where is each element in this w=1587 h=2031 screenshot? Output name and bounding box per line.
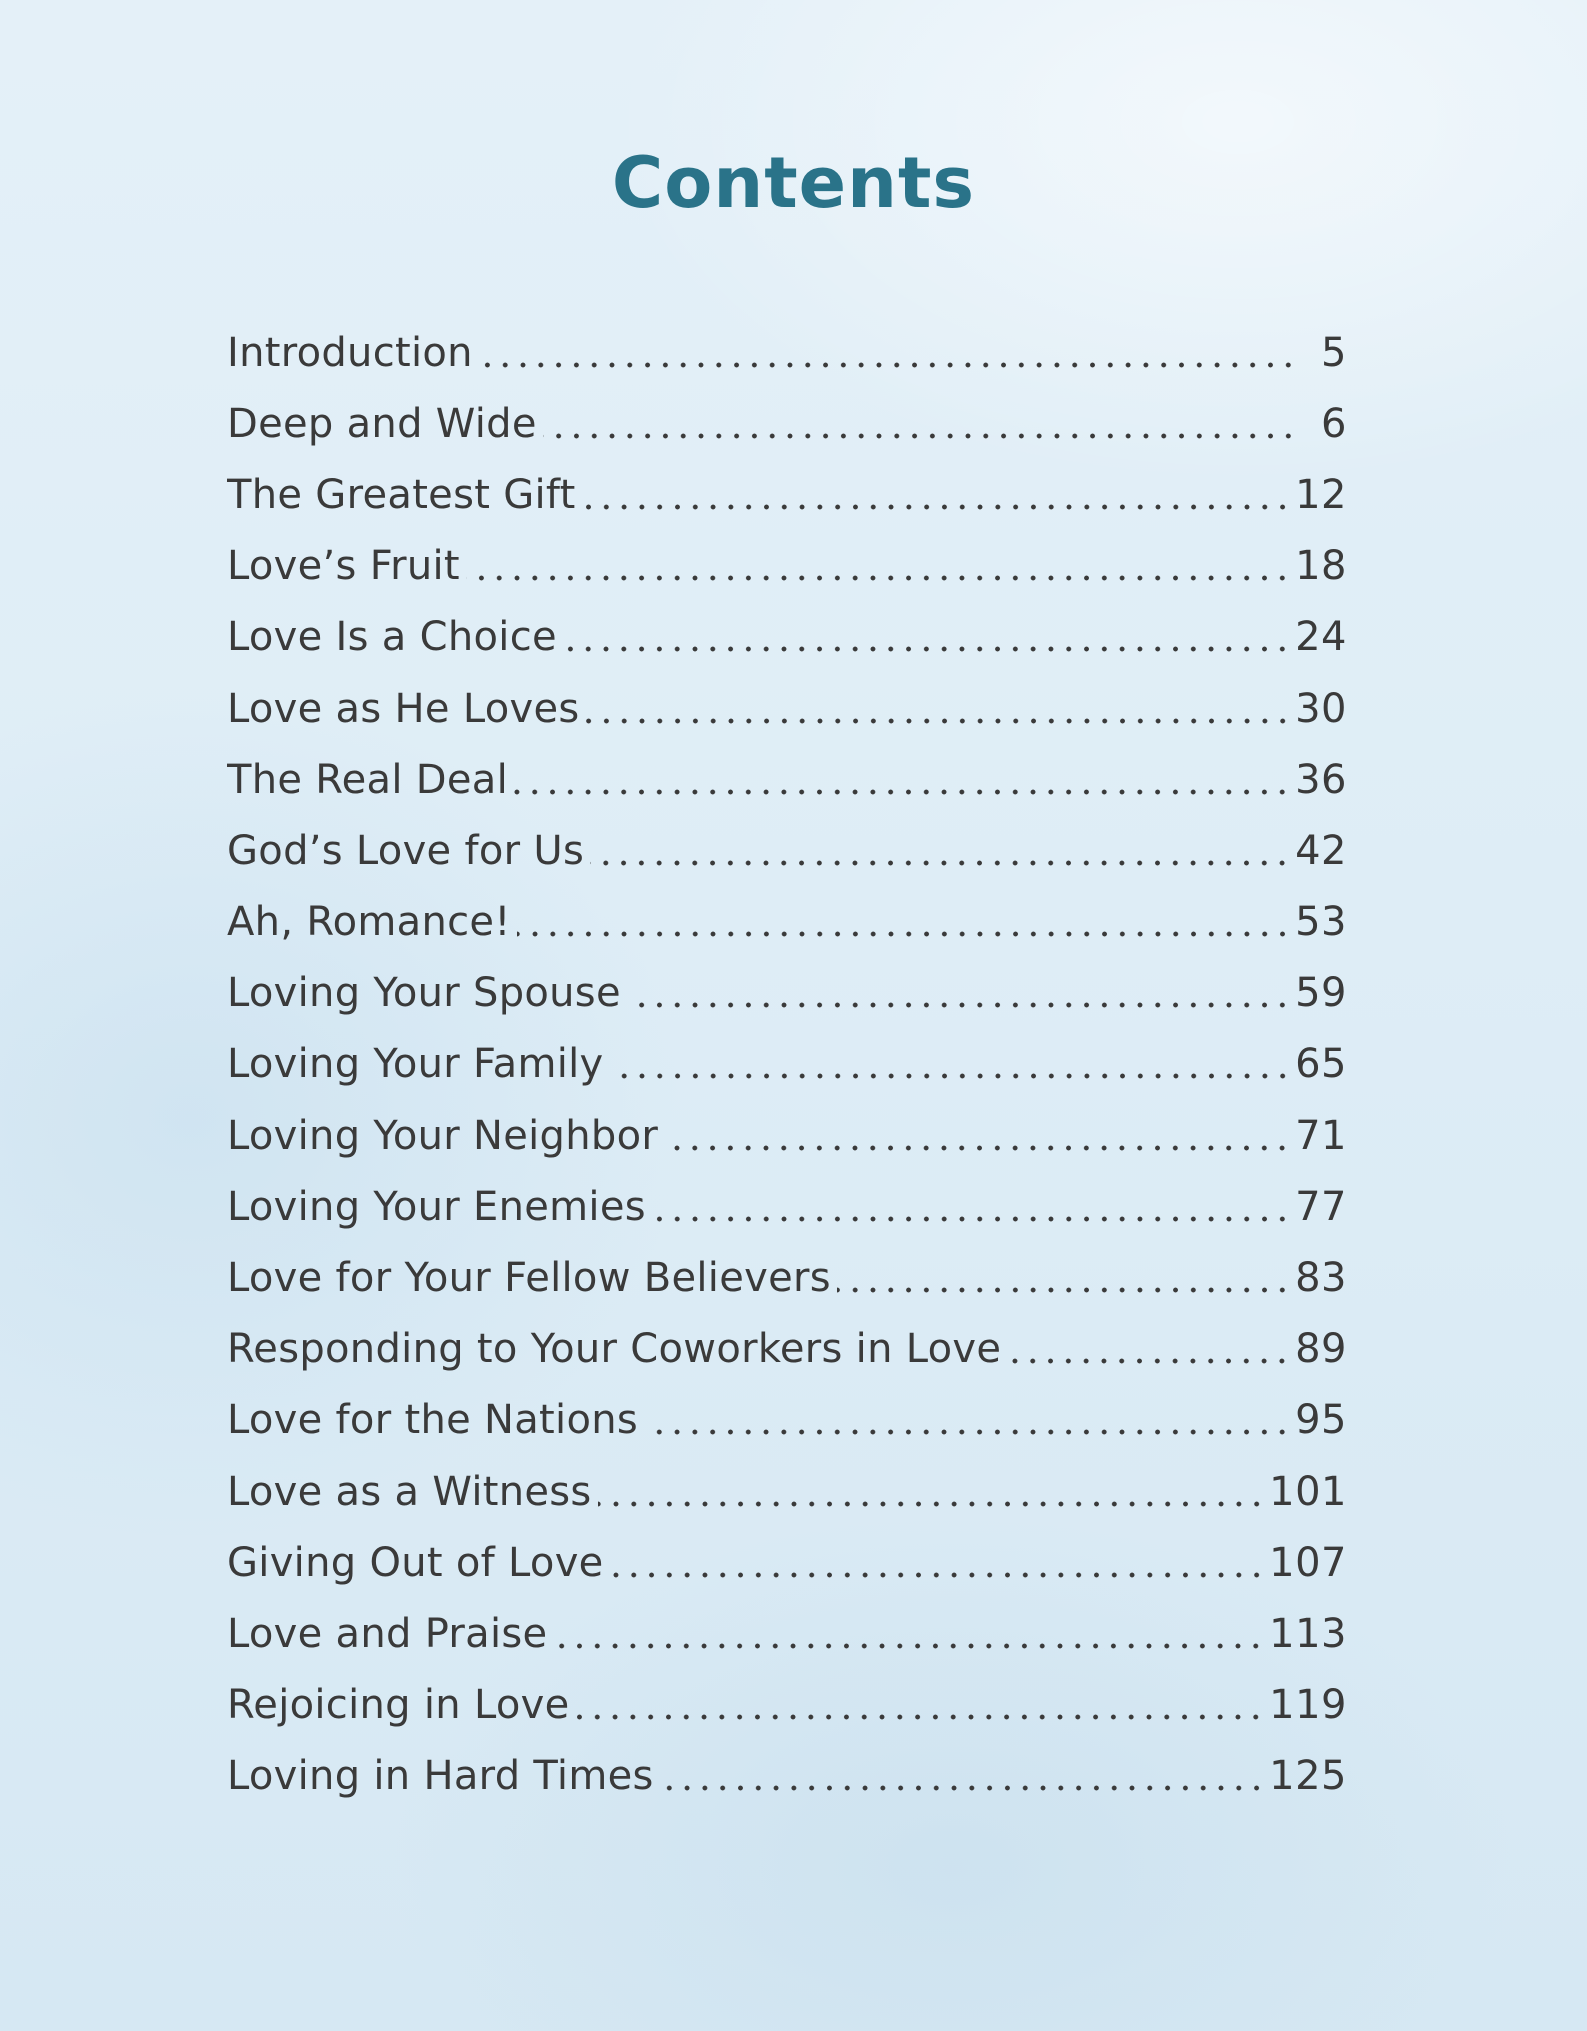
toc-entry [227, 1598, 1347, 1669]
toc-entry [227, 531, 1347, 602]
toc-entry-page-number: 59 [1295, 970, 1347, 1017]
dot-leader [1007, 1358, 1291, 1364]
toc-entry [227, 388, 1347, 459]
dot-leader [575, 1714, 1265, 1720]
toc-entry [227, 744, 1347, 815]
toc-entry [227, 1527, 1347, 1598]
dot-leader [514, 789, 1291, 795]
toc-entry [227, 1670, 1347, 1741]
toc-entry-title: Love as a Witness [227, 1468, 592, 1515]
toc-entry [227, 673, 1347, 744]
toc-entry-page-number: 24 [1295, 614, 1347, 661]
toc-entry-title: Loving Your Enemies [227, 1183, 646, 1230]
dot-leader [466, 575, 1291, 581]
toc-entry [227, 1314, 1347, 1385]
dot-leader [627, 1002, 1291, 1008]
dot-leader [610, 1572, 1266, 1578]
toc-entry-page-number: 119 [1269, 1682, 1347, 1729]
dot-leader [517, 931, 1291, 937]
toc-entry [227, 1242, 1347, 1313]
toc-entry-page-number: 53 [1295, 899, 1347, 946]
dot-leader [553, 1643, 1265, 1649]
toc-entry [227, 887, 1347, 958]
toc-entry-title: Love for the Nations [227, 1397, 639, 1444]
toc-entry-title: Love for Your Fellow Believers [227, 1255, 831, 1302]
toc-entry-page-number: 18 [1295, 543, 1347, 590]
dot-leader [543, 433, 1297, 439]
toc-entry-page-number: 107 [1269, 1539, 1347, 1586]
toc-entry [227, 1385, 1347, 1456]
toc-entry-title: Loving Your Family [227, 1041, 604, 1088]
toc-entry-title: Ah, Romance! [227, 899, 511, 946]
toc-entry [227, 1171, 1347, 1242]
toc-entry-title: God’s Love for Us [227, 827, 585, 874]
dot-leader [563, 646, 1291, 652]
toc-entry-title: Loving Your Spouse [227, 970, 621, 1017]
toc-entry-page-number: 101 [1269, 1468, 1347, 1515]
dot-leader [586, 718, 1292, 724]
toc-entry [227, 815, 1347, 886]
toc-entry-title: Love and Praise [227, 1610, 548, 1657]
toc-entry-page-number: 65 [1295, 1041, 1347, 1088]
toc-entry [227, 602, 1347, 673]
dot-leader [479, 362, 1297, 368]
toc-entry [227, 958, 1347, 1029]
dot-leader [664, 1145, 1291, 1151]
dot-leader [598, 1501, 1266, 1507]
toc-entry-title: Rejoicing in Love [227, 1682, 570, 1729]
toc-entry-title: Responding to Your Coworkers in Love [227, 1326, 1002, 1373]
dot-leader [590, 860, 1291, 866]
toc-entry-title: Love Is a Choice [227, 614, 557, 661]
toc-entry-page-number: 71 [1295, 1112, 1347, 1159]
toc-entry-page-number: 83 [1295, 1255, 1347, 1302]
toc-entry-title: Love as He Loves [227, 685, 580, 732]
toc-entry-page-number: 77 [1295, 1183, 1347, 1230]
toc-entry-title: The Real Deal [227, 756, 508, 803]
dot-leader [837, 1287, 1291, 1293]
toc-entry [227, 1456, 1347, 1527]
toc-entry [227, 317, 1347, 388]
toc-entry-page-number: 6 [1321, 400, 1347, 447]
toc-entry-page-number: 113 [1269, 1610, 1347, 1657]
toc-entry-title: Loving Your Neighbor [227, 1112, 659, 1159]
toc-entry-title: Giving Out of Love [227, 1539, 604, 1586]
toc-entry-page-number: 5 [1321, 329, 1347, 376]
page-title: Contents [611, 142, 976, 224]
toc-entry [227, 459, 1347, 530]
toc-entry [227, 1741, 1347, 1812]
toc-entry-title: Deep and Wide [227, 400, 537, 447]
toc-entry-page-number: 30 [1295, 685, 1347, 732]
table-of-contents [227, 317, 1347, 1812]
dot-leader [610, 1073, 1292, 1079]
dot-leader [660, 1785, 1265, 1791]
toc-entry [227, 1100, 1347, 1171]
toc-entry-page-number: 36 [1295, 756, 1347, 803]
toc-entry-page-number: 12 [1295, 471, 1347, 518]
toc-entry-title: Introduction [227, 329, 473, 376]
dot-leader [582, 504, 1291, 510]
toc-entry [227, 1029, 1347, 1100]
toc-entry-page-number: 125 [1269, 1753, 1347, 1800]
dot-leader [644, 1429, 1291, 1435]
toc-entry-page-number: 95 [1295, 1397, 1347, 1444]
toc-entry-title: Loving in Hard Times [227, 1753, 654, 1800]
dot-leader [652, 1216, 1291, 1222]
toc-entry-page-number: 89 [1295, 1326, 1347, 1373]
toc-entry-title: The Greatest Gift [227, 471, 576, 518]
toc-entry-title: Love’s Fruit [227, 543, 460, 590]
toc-entry-page-number: 42 [1295, 827, 1347, 874]
